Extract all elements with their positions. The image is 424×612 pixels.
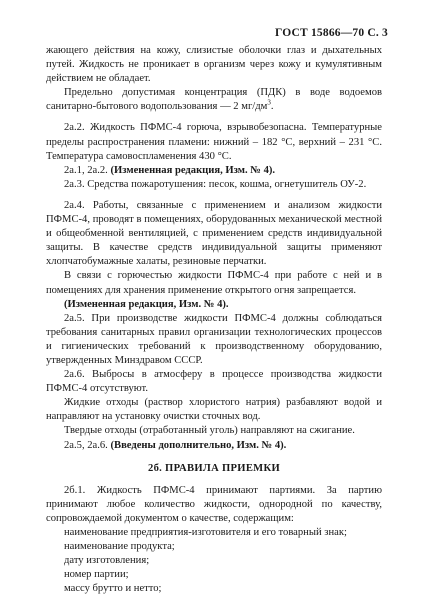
amendment-note: (Измененная редакция, Изм. № 4). (110, 164, 276, 176)
list-item: наименование предприятия-изготовителя и его товарный знак; (64, 527, 347, 538)
paragraph-2a6: 2а.6. Выбросы в атмосферу в процессе производства жидкости ПФМС-4 отсутствуют. (46, 369, 382, 395)
pdk-superscript: 3 (267, 98, 271, 107)
paragraph-addition-note (46, 439, 382, 453)
paragraph-2b1: 2б.1. Жидкость ПФМС-4 принимают партиями. За партию принимают любое количество жидкости, однородной по качеству, сопровождаемой документом о качестве, содержащим: (46, 484, 382, 524)
paragraph-2a2: 2а.2. Жидкость ПФМС-4 горюча, взрывобезопасна. Температурные пределы распространения пламени: нижний – 182 °С, верхний – 231 °С. Температура самовоспламенения 430 °С. (46, 122, 382, 162)
paragraph-liquid-waste: Жидкие отходы (раствор хлористого натрия) разбавляют водой и направляют на установку очистки сточных вод. (46, 397, 382, 423)
pdk-period: . (270, 101, 274, 113)
paragraph-hazard-continuation: жающего действия на кожу, слизистые оболочки глаз и дыхательных путей. Жидкость не проникает в организм через кожу и кумулятивным действием не обладает. (46, 45, 382, 85)
paragraph-2a5: 2а.5. При производстве жидкости ПФМС-4 должны соблюдаться требования санитарных правил организации технологических процессов и гигиенических требований к производственному оборудованию, утвержденных Минздравом СССР. (46, 312, 382, 366)
paragraph-pdk (46, 86, 382, 114)
page-header: ГОСТ 15866—70 С. 3 (275, 27, 388, 39)
addition-ref: 2а.5, 2а.6. (64, 439, 111, 451)
list-item: номер партии; (64, 569, 129, 581)
document-body (46, 44, 382, 596)
amendment-note-2: (Измененная редакция, Изм. № 4). (64, 298, 229, 310)
list-item: дату изготовления; (64, 555, 150, 567)
list-item: наименование продукта; (64, 541, 175, 553)
paragraph-amendment-note (46, 298, 382, 312)
paragraph-amendment-2a1-2a2 (46, 164, 382, 178)
amendment-ref: 2а.1, 2а.2. (64, 164, 111, 176)
pdk-text: Предельно допустимая концентрация (ПДК) в воде водоемов санитарно-бытового водопользования — 2 мг/дм (46, 87, 382, 113)
paragraph-2a3: 2а.3. Средства пожаротушения: песок, кошма, огнетушитель ОУ-2. (64, 178, 367, 190)
paragraph-fire-ban: В связи с горючестью жидкости ПФМС-4 при работе с ней и в помещениях для хранения применение открытого огня запрещается. (46, 270, 382, 296)
section-title: 2б. ПРАВИЛА ПРИЕМКИ (147, 462, 281, 474)
paragraph-2a4: 2а.4. Работы, связанные с применением и анализом жидкости ПФМС-4, проводят в помещениях, оборудованных механической местной и общеобменной вентиляцией, с применением средств индивидуальной защиты. В качестве средств индивидуальной защиты применяют хлопчатобумажные халаты, резиновые перчатки. (46, 199, 382, 268)
list-item: массу брутто и нетто; (64, 583, 162, 595)
addition-note: (Введены дополнительно, Изм. № 4). (110, 439, 287, 451)
paragraph-solid-waste: Твердые отходы (отработанный уголь) направляют на сжигание. (64, 425, 355, 437)
